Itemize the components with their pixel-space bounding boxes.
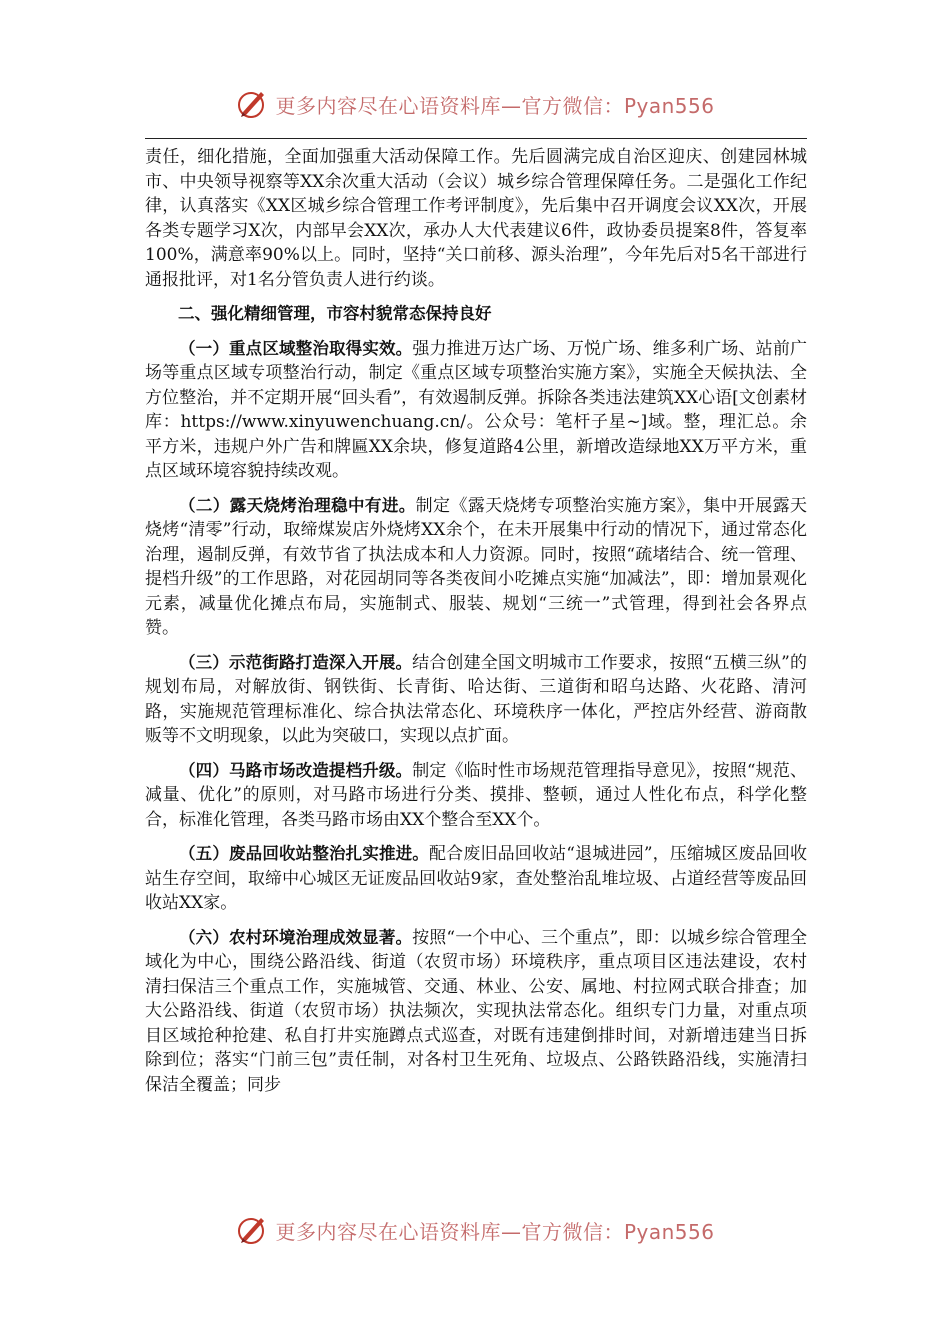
paragraph-lead: （五）废品回收站整治扎实推进。 — [179, 844, 429, 863]
pen-logo-icon — [235, 86, 271, 122]
pen-logo-icon — [235, 1212, 271, 1248]
paragraph-lead: （六）农村环境治理成效显著。 — [179, 927, 413, 947]
footer-banner — [0, 1210, 950, 1250]
paragraph — [145, 651, 807, 749]
paragraph-lead: （三）示范街路打造深入开展。 — [179, 652, 413, 672]
banner-text: 更多内容尽在心语资料库—官方微信：Pyan556 — [275, 93, 715, 118]
paragraph-lead: （一）重点区域整治取得实效。 — [179, 338, 413, 358]
paragraph-text: 制定《露天烧烤专项整治实施方案》，集中开展露天烧烤“清零”行动，取缔煤炭店外烧烤XX余个，在未开展集中行动的情况下，通过常态化治理，遏制反弹，有效节省了执法成本和人力资源。同时，按照“疏堵结合、统一管理、提档升级”的工作思路，对花园胡同等各类夜间小吃摊点实施“加减法”，即：增加景观化元素，减量优化摊点布局，实施制式、服装、规划“三统一”式管理，得到社会各界点赞。 — [145, 495, 808, 638]
paragraph-text: 强力推进万达广场、万悦广场、维多利广场、站前广场等重点区域专项整治行动，制定《重点区域专项整治实施方案》，实施全天候执法、全方位整治，并不定期开展“回头看”，有效遏制反弹。拆除各类违法建筑XX心语[文创素材库：https://www.xinyuwenchuang.cn/。公众号：笔杆子星~]域。整，理汇总。余平方米，违规户外广告和牌匾XX余块，修复道路4公里，新增改造绿地XX万平方米，重点区域环境容貌持续改观。 — [145, 338, 808, 481]
paragraph-text: 按照“一个中心、三个重点”，即：以城乡综合管理全域化为中心，围绕公路沿线、街道（农贸市场）环境秩序，重点项目区违法建设，农村清扫保洁三个重点工作，实施城管、交通、林业、公安、属地、村拉网式联合排查；加大公路沿线、街道（农贸市场）执法频次，实现执法常态化。组织专门力量，对重点项目区域抢种抢建、私自打井实施蹲点式巡查，对既有违建倒排时间，对新增违建当日拆除到位；落实“门前三包”责任制，对各村卫生死角、垃圾点、公路铁路沿线，实施清扫保洁全覆盖；同步 — [145, 927, 807, 1095]
paragraph: 责任，细化措施，全面加强重大活动保障工作。先后圆满完成自治区迎庆、创建园林城市、中央领导视察等XX余次重大活动（会议）城乡综合管理保障任务。二是强化工作纪律，认真落实《XX区城乡综合管理工作考评制度》，先后集中召开调度会议XX次，开展各类专题学习X次，内部早会XX次，承办人大代表建议6件，政协委员提案8件，答复率100%，满意率90%以上。同时，坚持“关口前移、源头治理”，今年先后对5名干部进行通报批评，对1名分管负责人进行约谈。 — [145, 147, 807, 290]
paragraph-lead: （四）马路市场改造提档升级。 — [179, 760, 413, 780]
document-body — [145, 145, 807, 1107]
paragraph-lead: （二）露天烧烤治理稳中有进。 — [179, 495, 416, 515]
paragraph — [145, 842, 807, 916]
banner-text: 更多内容尽在心语资料库—官方微信：Pyan556 — [275, 1219, 715, 1244]
header-divider — [145, 138, 807, 139]
paragraph-text: 配合废旧品回收站“退城进园”，压缩城区废品回收站生存空间，取缔中心城区无证废品回收站9家，查处整治乱堆垃圾、占道经营等废品回收站XX家。 — [145, 844, 807, 913]
section-heading: 二、强化精细管理，市容村貌常态保持良好 — [178, 304, 492, 323]
paragraph-text: 结合创建全国文明城市工作要求，按照“五横三纵”的规划布局，对解放街、钢铁街、长青街、哈达街、三道街和昭乌达路、火花路、清河路，实施规范管理标准化、综合执法常态化、环境秩序一体化，严控店外经营、游商散贩等不文明现象，以此为突破口，实现以点扩面。 — [145, 652, 807, 746]
paragraph — [145, 337, 807, 484]
paragraph — [145, 759, 807, 833]
paragraph-text: 制定《临时性市场规范管理指导意见》，按照“规范、减量、优化”的原则，对马路市场进行分类、摸排、整顿，通过人性化布点，科学化整合，标准化管理，各类马路市场由XX个整合至XX个。 — [145, 760, 807, 830]
paragraph — [145, 494, 807, 641]
paragraph — [145, 926, 807, 1098]
header-banner — [0, 84, 950, 124]
